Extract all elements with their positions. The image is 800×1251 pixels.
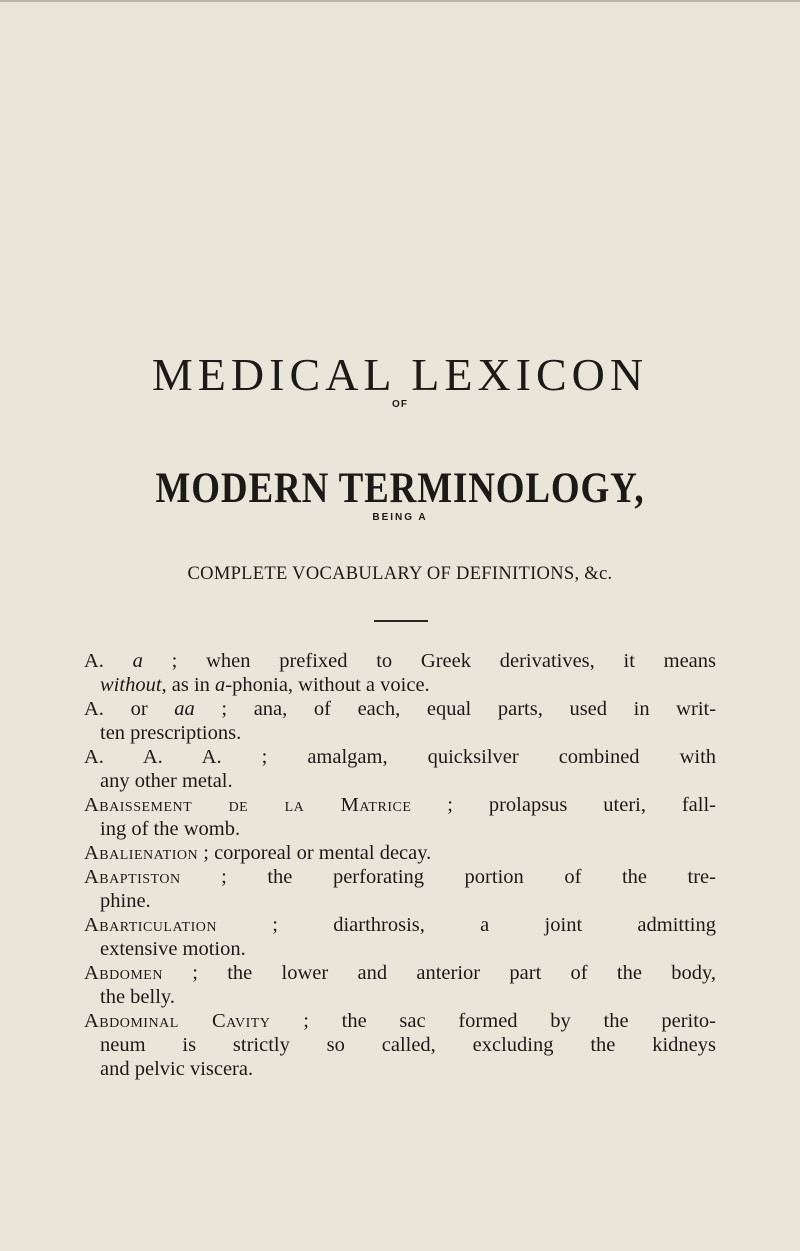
title-connector: OF	[392, 399, 408, 410]
book-title: MEDICAL LEXICON	[151, 348, 649, 400]
lexicon-entry	[84, 649, 716, 697]
entry-definition: -phonia, without a voice.	[225, 674, 430, 696]
entry-term: Abaissement de la Matrice	[84, 794, 412, 816]
entry-term: A.	[84, 650, 104, 672]
lexicon-entry	[84, 913, 716, 961]
entry-definition: ; amalgam, quicksilver combined with	[261, 746, 717, 768]
entry-definition: ; ana, of each, equal parts, used in writ-	[221, 698, 717, 720]
book-subtitle: MODERN TERMINOLOGY,	[155, 464, 645, 512]
entry-definition: ; diarthrosis, a joint admitting	[272, 914, 716, 936]
entry-line	[84, 865, 716, 889]
entry-line	[84, 697, 716, 721]
entry-definition: ; the sac formed by the perito-	[303, 1010, 717, 1032]
entry-definition: ; prolapsus uteri, fall-	[447, 794, 716, 816]
lexicon-entry	[84, 697, 716, 745]
entry-line	[84, 649, 716, 673]
entry-continuation: phine.	[100, 890, 151, 912]
entry-line	[84, 793, 716, 817]
being-a-label: BEING A	[372, 512, 428, 523]
lexicon-entry	[84, 745, 716, 793]
entry-variant: a	[132, 650, 143, 672]
section-divider	[374, 620, 428, 622]
entry-term: A. A. A.	[84, 746, 222, 768]
entry-line	[84, 745, 716, 769]
book-description: COMPLETE VOCABULARY OF DEFINITIONS, &c.	[187, 564, 613, 584]
entry-continuation: ing of the womb.	[100, 818, 241, 840]
entry-term: Abaptiston	[84, 866, 181, 888]
entry-definition-italic: without,	[100, 674, 167, 696]
entry-continuation: and pelvic viscera.	[100, 1058, 254, 1080]
page-top-edge	[0, 0, 800, 2]
entry-continuation	[84, 673, 716, 697]
entry-definition: ; the lower and anterior part of the body,	[192, 962, 717, 984]
lexicon-entry	[84, 793, 716, 841]
entry-continuation: any other metal.	[100, 770, 233, 792]
entry-term: Abdomen	[84, 962, 163, 984]
lexicon-entry	[84, 865, 716, 913]
entry-connector: or	[130, 698, 148, 720]
entry-definition-italic: a	[215, 674, 226, 696]
entry-definition: ; corporeal or mental decay.	[203, 842, 432, 864]
entry-term: Abdominal Cavity	[84, 1010, 271, 1032]
entry-definition: as in	[171, 674, 210, 696]
entry-variant: aa	[174, 698, 195, 720]
entry-line	[84, 842, 431, 864]
lexicon-entry	[84, 1009, 716, 1081]
entry-definition: ; the perforating portion of the tre-	[221, 866, 716, 888]
entry-line	[84, 1009, 716, 1033]
entry-continuation: extensive motion.	[100, 938, 246, 960]
lexicon-entry	[84, 841, 716, 865]
entry-definition: ; when prefixed to Greek derivatives, it means	[171, 650, 717, 672]
entry-term: Abarticulation	[84, 914, 217, 936]
entry-term: Abalienation	[84, 842, 199, 864]
entry-term: A.	[84, 698, 104, 720]
entry-continuation: neum is strictly so called, excluding the kidneys	[100, 1034, 716, 1056]
entry-continuation: ten prescriptions.	[100, 722, 242, 744]
lexicon-entry	[84, 961, 716, 1009]
entry-continuation: the belly.	[100, 986, 175, 1008]
entry-line	[84, 913, 716, 937]
lexicon-entries	[84, 649, 716, 1081]
entry-line	[84, 961, 716, 985]
